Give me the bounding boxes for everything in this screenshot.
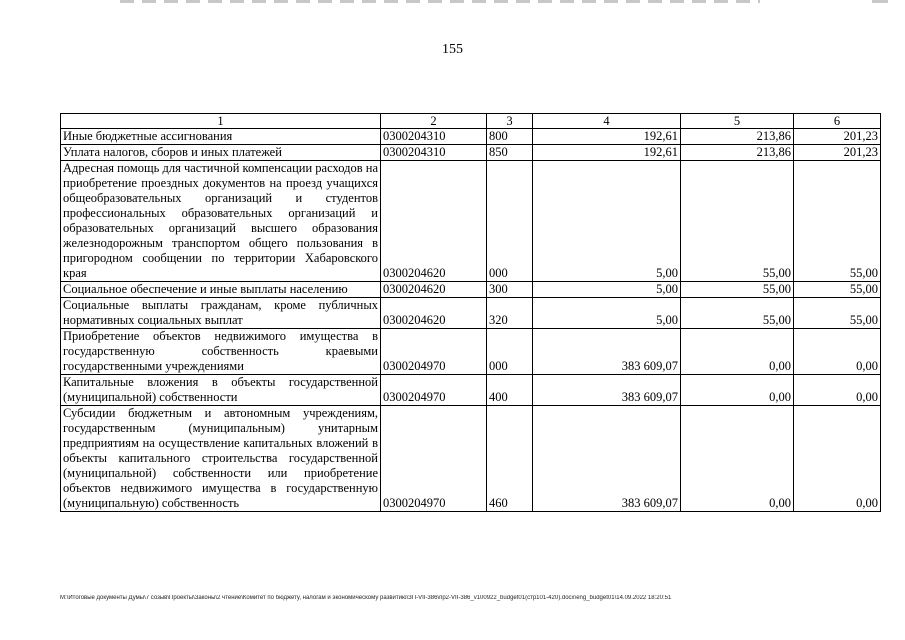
target-code: 0300204620 [381,161,487,282]
table-row [61,329,881,375]
target-code: 0300204310 [381,129,487,145]
budget-table [60,113,881,512]
page-number: 155 [442,42,463,57]
amount-col-5: 55,00 [681,282,794,298]
table-row [61,145,881,161]
row-name: Социальное обеспечение и иные выплаты населению [61,282,381,298]
amount-col-4: 5,00 [533,161,681,282]
expense-type-code: 000 [487,329,533,375]
column-header: 6 [794,114,881,129]
amount-col-6: 55,00 [794,161,881,282]
amount-col-4: 192,61 [533,129,681,145]
row-name: Адресная помощь для частичной компенсации расходов на приобретение проездных документов на проезд учащихся общеобразовательных организаций и студентов профессиональных образовательных организаций и образовательных организаций высшего образования железнодорожным транспортом общего пользования в пригородном сообщении по территории Хабаровского края [61,161,381,282]
expense-type-code: 320 [487,298,533,329]
row-name: Иные бюджетные ассигнования [61,129,381,145]
amount-col-5: 0,00 [681,375,794,406]
table-row [61,129,881,145]
column-header: 2 [381,114,487,129]
expense-type-code: 800 [487,129,533,145]
expense-type-code: 300 [487,282,533,298]
target-code: 0300204620 [381,298,487,329]
table-header-row [61,114,881,129]
expense-type-code: 460 [487,406,533,512]
amount-col-6: 55,00 [794,298,881,329]
scan-artifact-line [120,0,760,3]
amount-col-5: 0,00 [681,406,794,512]
row-name: Приобретение объектов недвижимого имущества в государственную собственность краевыми государственными учреждениями [61,329,381,375]
expense-type-code: 000 [487,161,533,282]
amount-col-4: 5,00 [533,298,681,329]
amount-col-5: 0,00 [681,329,794,375]
target-code: 0300204310 [381,145,487,161]
column-header: 5 [681,114,794,129]
amount-col-5: 213,86 [681,145,794,161]
column-header: 3 [487,114,533,129]
amount-col-4: 383 609,07 [533,406,681,512]
row-name: Субсидии бюджетным и автономным учреждениям, государственным (муниципальным) унитарным предприятиям на осуществление капитальных вложений в объекты капитального строительства государственной (муниципальной) собственности или приобретение объектов недвижимого имущества в государственную (муниципальную) собственность [61,406,381,512]
expense-type-code: 400 [487,375,533,406]
amount-col-6: 55,00 [794,282,881,298]
amount-col-4: 383 609,07 [533,329,681,375]
amount-col-5: 55,00 [681,161,794,282]
table-row [61,161,881,282]
amount-col-6: 201,23 [794,129,881,145]
row-name: Уплата налогов, сборов и иных платежей [61,145,381,161]
target-code: 0300204970 [381,375,487,406]
row-name: Капитальные вложения в объекты государственной (муниципальной) собственности [61,375,381,406]
row-name: Социальные выплаты гражданам, кроме публичных нормативных социальных выплат [61,298,381,329]
target-code: 0300204970 [381,329,487,375]
amount-col-6: 0,00 [794,329,881,375]
table-row [61,298,881,329]
amount-col-4: 383 609,07 [533,375,681,406]
amount-col-6: 0,00 [794,406,881,512]
expense-type-code: 850 [487,145,533,161]
table-row [61,282,881,298]
amount-col-6: 201,23 [794,145,881,161]
amount-col-4: 5,00 [533,282,681,298]
column-header: 1 [61,114,381,129]
amount-col-5: 213,86 [681,129,794,145]
column-header: 4 [533,114,681,129]
target-code: 0300204970 [381,406,487,512]
amount-col-6: 0,00 [794,375,881,406]
table-row [61,406,881,512]
target-code: 0300204620 [381,282,487,298]
table-row [61,375,881,406]
amount-col-5: 55,00 [681,298,794,329]
file-path-footer: M:\Итоговые документы Думы\7 созыв\Проекты\Законы\2 чтение\Комитет по бюджету, налогам и экономическому развитию\ЗП-VII-386\пр2-VII-386_v100922_budget01(стр101-420).docx\eng_budget01\14.09.2022 18:20:51 [60,595,672,601]
scan-artifact-mark [872,0,888,3]
amount-col-4: 192,61 [533,145,681,161]
